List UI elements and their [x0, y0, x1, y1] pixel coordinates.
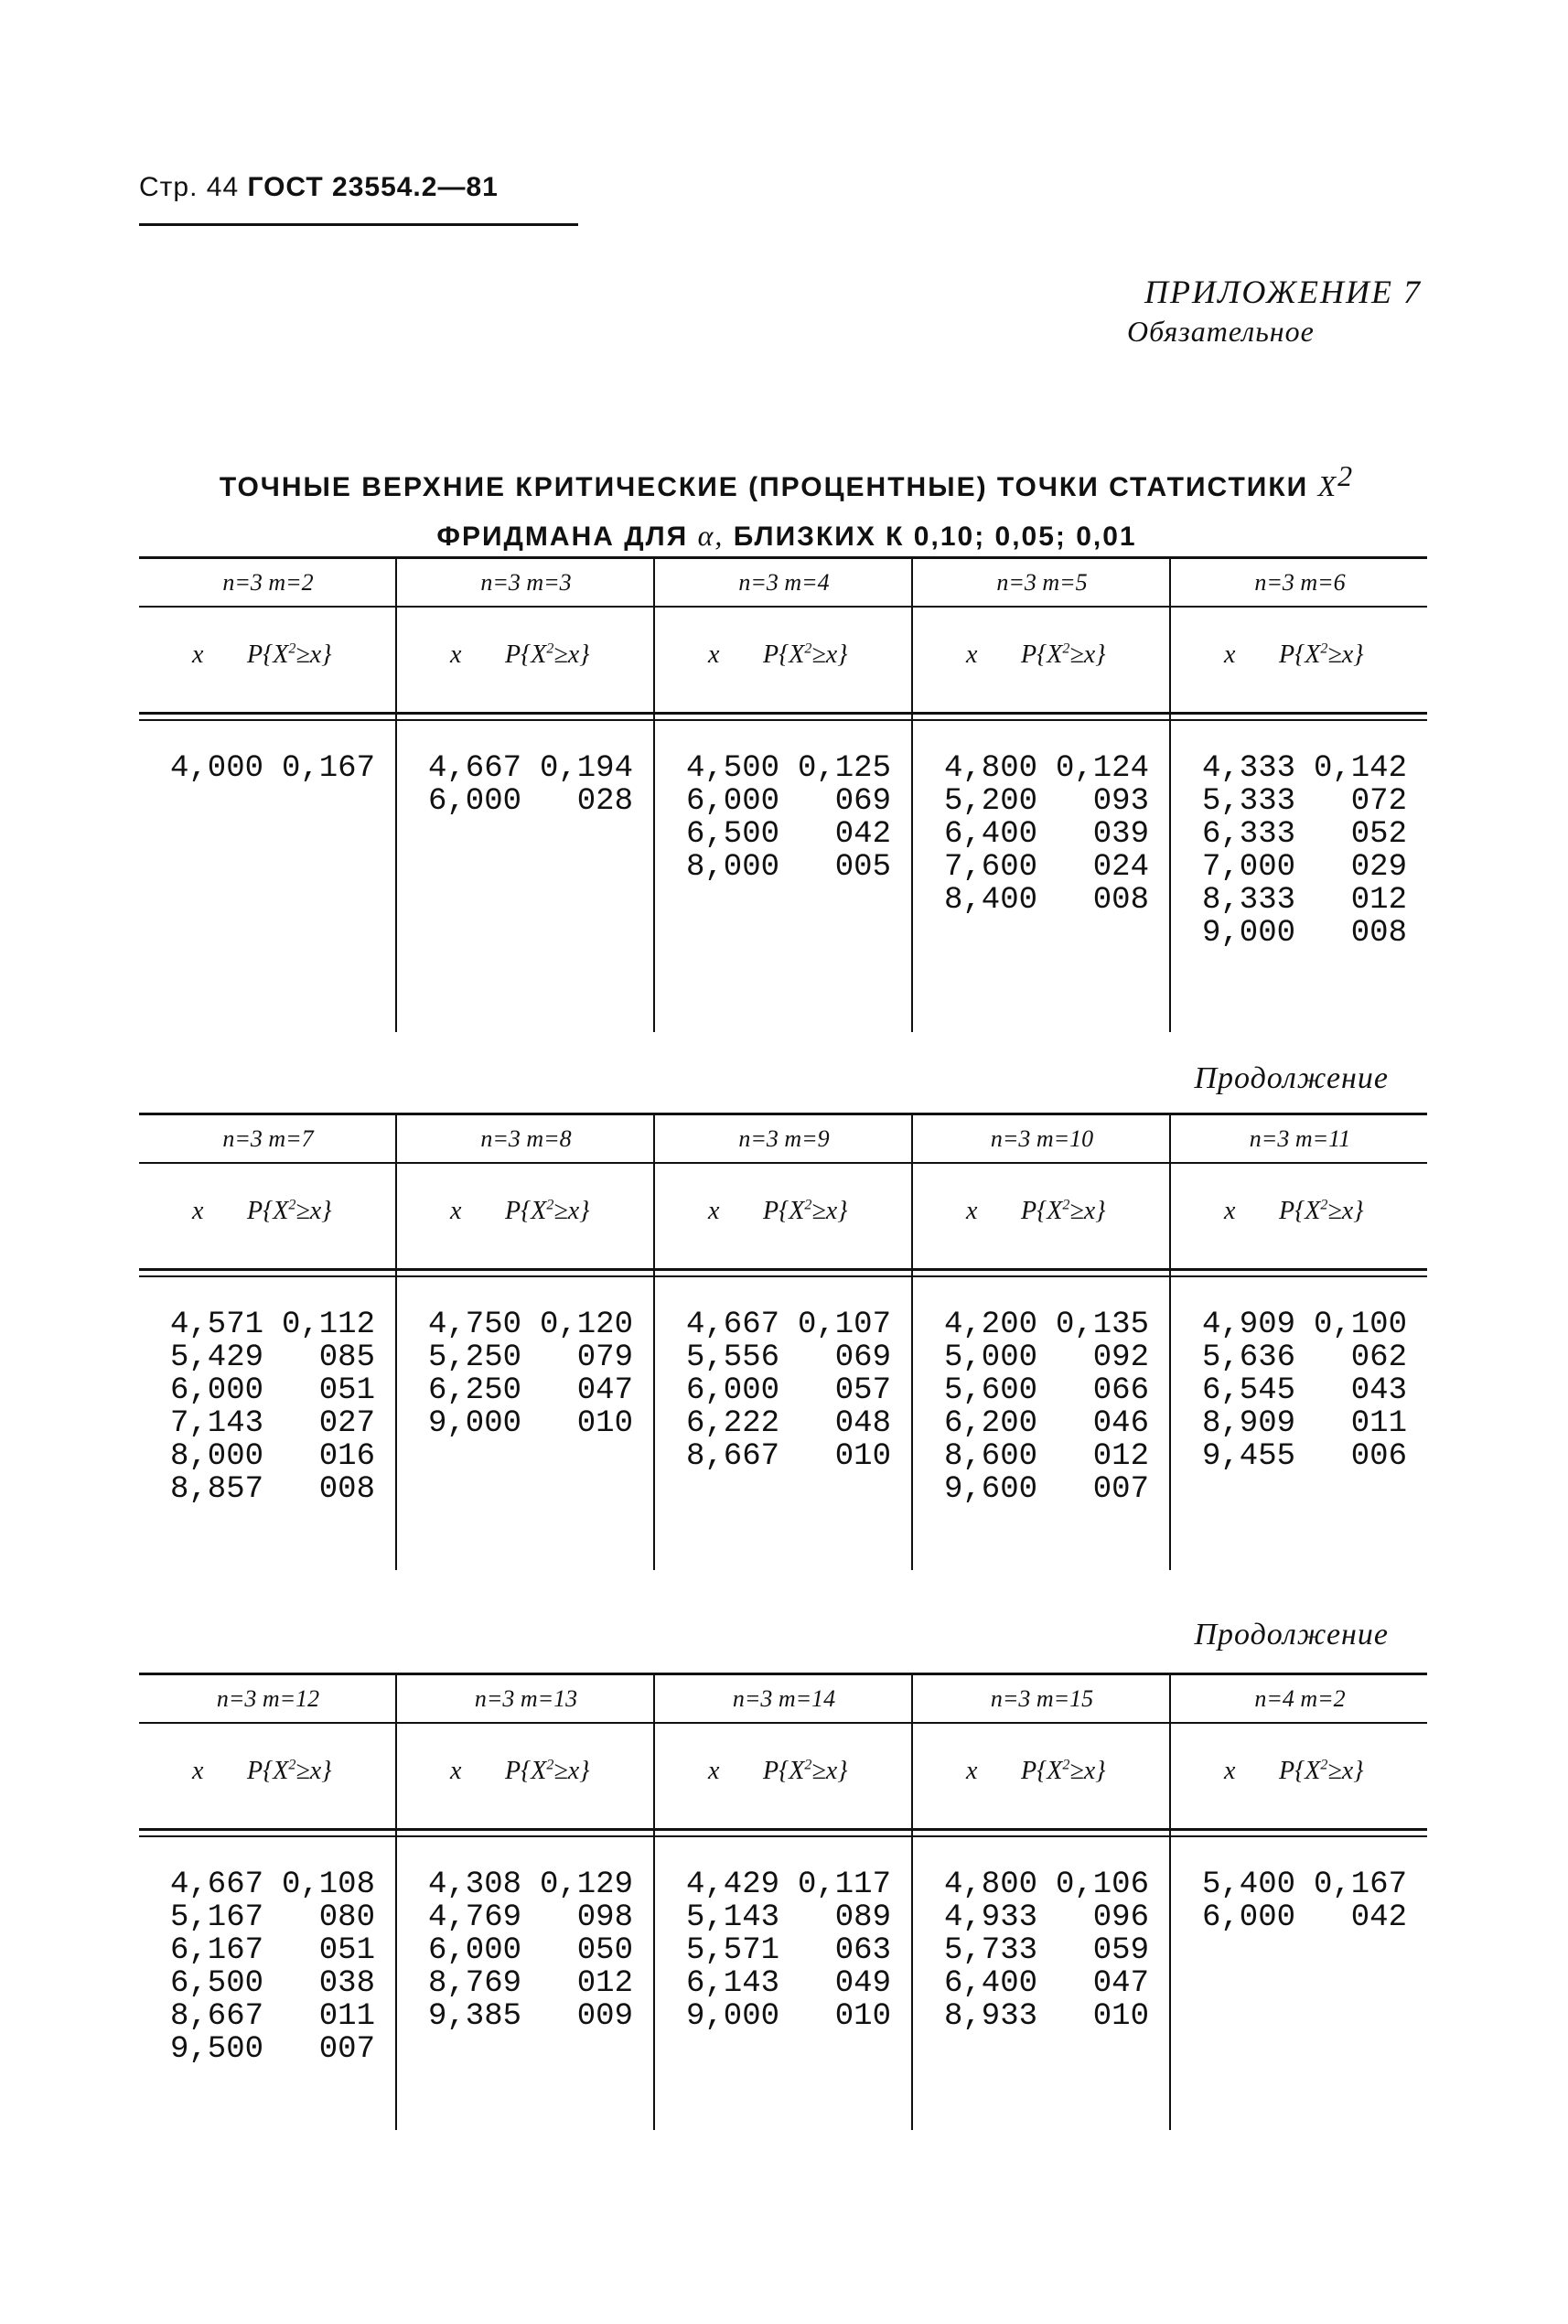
probability-value: 042 — [834, 817, 891, 852]
x-value: 4,909 — [1202, 1307, 1296, 1342]
probability-value: 005 — [834, 850, 891, 885]
table-row — [170, 1374, 375, 1407]
probability-value: 049 — [834, 1966, 891, 2001]
gost-number: ГОСТ 23554.2—81 — [247, 172, 499, 202]
probability-value: 0,194 — [539, 751, 633, 786]
x-header: x — [192, 640, 204, 669]
x-value: 6,000 — [428, 784, 522, 819]
x-value: 6,167 — [170, 1933, 264, 1968]
probability-value: 046 — [1092, 1406, 1149, 1441]
probability-header: $P\{X^2\ge x\}$ — [763, 1197, 848, 1225]
x-value: 4,571 — [170, 1307, 264, 1342]
probability-value: 006 — [1350, 1439, 1407, 1474]
x-value: 8,667 — [686, 1439, 780, 1474]
probability-value: 0,167 — [281, 751, 375, 786]
x-value: 5,636 — [1202, 1340, 1296, 1375]
x-header: x — [450, 1197, 462, 1225]
probability-value: 0,100 — [1313, 1307, 1407, 1342]
probability-header: $P\{X^2\ge x\}$ — [1021, 1757, 1106, 1785]
x-value: 8,933 — [944, 1999, 1038, 2034]
column-params-header: n=3 m=3 — [480, 569, 572, 596]
probability-value: 007 — [318, 2032, 375, 2067]
column-params-header: n=3 m=6 — [1254, 569, 1346, 596]
probability-value: 007 — [1092, 1472, 1149, 1507]
table-row — [1202, 785, 1407, 818]
probability-value: 093 — [1092, 784, 1149, 819]
x-value: 9,600 — [944, 1472, 1038, 1507]
x-value: 6,500 — [686, 817, 780, 852]
title-line-2: ФРИДМАНА ДЛЯ α, БЛИЗКИХ К 0,10; 0,05; 0,01 — [436, 519, 1137, 552]
column-values — [944, 752, 1149, 917]
appendix-subtitle: Обязательное — [1127, 315, 1315, 348]
table-column — [655, 556, 913, 1032]
page-header — [139, 172, 499, 203]
x-value: 6,500 — [170, 1966, 264, 2001]
x-value: 4,800 — [944, 1867, 1038, 1902]
table-column — [1171, 1113, 1429, 1570]
x-value: 4,308 — [428, 1867, 522, 1902]
table-row — [428, 1341, 633, 1374]
x-value: 7,600 — [944, 850, 1038, 885]
probability-value: 0,117 — [797, 1867, 891, 1902]
x-value: 8,857 — [170, 1472, 264, 1507]
table-row — [170, 1407, 375, 1440]
probability-value: 051 — [318, 1933, 375, 1968]
x-value: 4,750 — [428, 1307, 522, 1342]
probability-header: $P\{X^2\ge x\}$ — [247, 640, 332, 669]
probability-value: 042 — [1350, 1900, 1407, 1935]
probability-header: $P\{X^2\ge x\}$ — [1279, 1757, 1364, 1785]
probability-value: 072 — [1350, 784, 1407, 819]
table-row — [944, 851, 1149, 884]
column-values — [944, 1308, 1149, 1506]
table-row — [1202, 1407, 1407, 1440]
probability-value: 0,167 — [1313, 1867, 1407, 1902]
column-values — [686, 1308, 891, 1473]
probability-value: 012 — [1350, 883, 1407, 918]
table-row — [428, 1407, 633, 1440]
probability-value: 039 — [1092, 817, 1149, 852]
table-row — [1202, 884, 1407, 917]
table-row — [944, 752, 1149, 785]
table-row — [170, 1934, 375, 1967]
x-header: x — [450, 640, 462, 669]
x-value: 9,000 — [686, 1999, 780, 2034]
table-row — [170, 2000, 375, 2033]
table-row — [1202, 752, 1407, 785]
table-row — [944, 818, 1149, 851]
column-values — [170, 1308, 375, 1506]
table-row — [686, 1440, 891, 1473]
x-value: 8,769 — [428, 1966, 522, 2001]
x-header: x — [450, 1757, 462, 1785]
table-column — [139, 1673, 397, 2130]
table-row — [428, 1967, 633, 2000]
probability-value: 0,124 — [1055, 751, 1149, 786]
probability-value: 029 — [1350, 850, 1407, 885]
x-value: 6,250 — [428, 1373, 522, 1408]
probability-value: 062 — [1350, 1340, 1407, 1375]
probability-header: $P\{X^2\ge x\}$ — [763, 1757, 848, 1785]
table-row — [428, 1868, 633, 1901]
critical-points-table — [139, 556, 1427, 1032]
x-value: 8,600 — [944, 1439, 1038, 1474]
x-value: 6,000 — [1202, 1900, 1296, 1935]
column-values — [428, 752, 633, 818]
x-value: 8,909 — [1202, 1406, 1296, 1441]
continuation-label: Продолжение — [1194, 1618, 1389, 1652]
table-row — [944, 1440, 1149, 1473]
probability-value: 010 — [834, 1439, 891, 1474]
table-row — [1202, 1341, 1407, 1374]
column-values — [1202, 1868, 1407, 1934]
x-value: 6,000 — [170, 1373, 264, 1408]
x-value: 4,000 — [170, 751, 264, 786]
x-value: 4,500 — [686, 751, 780, 786]
table-row — [428, 785, 633, 818]
probability-header: $P\{X^2\ge x\}$ — [1279, 1197, 1364, 1225]
x-value: 8,667 — [170, 1999, 264, 2034]
table-row — [170, 1308, 375, 1341]
table-column — [1171, 556, 1429, 1032]
table-row — [428, 752, 633, 785]
x-value: 4,800 — [944, 751, 1038, 786]
table-row — [944, 1934, 1149, 1967]
table-row — [1202, 1440, 1407, 1473]
table-row — [944, 1901, 1149, 1934]
x-header: x — [966, 1197, 978, 1225]
probability-value: 092 — [1092, 1340, 1149, 1375]
x-value: 5,571 — [686, 1933, 780, 1968]
table-row — [686, 1374, 891, 1407]
column-params-header: n=3 m=7 — [222, 1125, 314, 1152]
probability-value: 0,106 — [1055, 1867, 1149, 1902]
table-row — [1202, 851, 1407, 884]
table-row — [944, 1308, 1149, 1341]
probability-value: 052 — [1350, 817, 1407, 852]
table-row — [686, 752, 891, 785]
probability-value: 010 — [576, 1406, 633, 1441]
x-value: 6,333 — [1202, 817, 1296, 852]
probability-value: 028 — [576, 784, 633, 819]
table-row — [170, 1901, 375, 1934]
table-row — [170, 1868, 375, 1901]
probability-value: 069 — [834, 784, 891, 819]
x-value: 6,222 — [686, 1406, 780, 1441]
table-column — [397, 556, 655, 1032]
probability-header: $P\{X^2\ge x\}$ — [1021, 640, 1106, 669]
probability-header: $P\{X^2\ge x\}$ — [763, 640, 848, 669]
x-value: 6,000 — [686, 1373, 780, 1408]
probability-value: 027 — [318, 1406, 375, 1441]
continuation-label: Продолжение — [1194, 1061, 1389, 1095]
x-value: 5,556 — [686, 1340, 780, 1375]
table-column — [139, 556, 397, 1032]
table-row — [428, 2000, 633, 2033]
x-header: x — [708, 1197, 720, 1225]
column-values — [428, 1868, 633, 2033]
x-value: 6,000 — [686, 784, 780, 819]
x-value: 5,733 — [944, 1933, 1038, 1968]
probability-value: 010 — [1092, 1999, 1149, 2034]
column-params-header: n=3 m=15 — [990, 1685, 1094, 1712]
x-header: x — [1224, 1197, 1236, 1225]
table-row — [428, 1934, 633, 1967]
x-value: 5,200 — [944, 784, 1038, 819]
x-value: 9,455 — [1202, 1439, 1296, 1474]
column-values — [686, 1868, 891, 2033]
x-value: 9,000 — [1202, 916, 1296, 951]
x-header: x — [192, 1197, 204, 1225]
table-row — [686, 818, 891, 851]
column-params-header: n=3 m=9 — [738, 1125, 830, 1152]
table-row — [944, 1967, 1149, 2000]
probability-value: 048 — [834, 1406, 891, 1441]
probability-header: $P\{X^2\ge x\}$ — [1279, 640, 1364, 669]
probability-value: 050 — [576, 1933, 633, 1968]
probability-header: $P\{X^2\ge x\}$ — [247, 1757, 332, 1785]
probability-value: 047 — [1092, 1966, 1149, 2001]
table-row — [944, 1868, 1149, 1901]
probability-value: 0,135 — [1055, 1307, 1149, 1342]
probability-value: 069 — [834, 1340, 891, 1375]
probability-value: 085 — [318, 1340, 375, 1375]
x-value: 5,429 — [170, 1340, 264, 1375]
x-value: 5,333 — [1202, 784, 1296, 819]
probability-value: 043 — [1350, 1373, 1407, 1408]
table-row — [170, 1473, 375, 1506]
x-value: 8,000 — [686, 850, 780, 885]
x-value: 4,429 — [686, 1867, 780, 1902]
x-value: 5,400 — [1202, 1867, 1296, 1902]
probability-value: 0,107 — [797, 1307, 891, 1342]
probability-value: 066 — [1092, 1373, 1149, 1408]
critical-points-table — [139, 1673, 1427, 2130]
x-value: 7,143 — [170, 1406, 264, 1441]
table-row — [944, 1407, 1149, 1440]
probability-header: $P\{X^2\ge x\}$ — [247, 1197, 332, 1225]
probability-value: 024 — [1092, 850, 1149, 885]
table-row — [944, 785, 1149, 818]
table-row — [686, 2000, 891, 2033]
probability-header: $P\{X^2\ge x\}$ — [505, 1757, 590, 1785]
x-value: 6,143 — [686, 1966, 780, 2001]
document-title — [137, 452, 1436, 561]
probability-value: 0,125 — [797, 751, 891, 786]
probability-value: 0,129 — [539, 1867, 633, 1902]
table-column — [655, 1673, 913, 2130]
header-rule — [139, 223, 578, 226]
table-row — [686, 1901, 891, 1934]
x-value: 6,400 — [944, 1966, 1038, 2001]
x-header: x — [1224, 640, 1236, 669]
x-header: x — [192, 1757, 204, 1785]
probability-value: 0,108 — [281, 1867, 375, 1902]
table-row — [428, 1901, 633, 1934]
column-values — [428, 1308, 633, 1440]
probability-header: $P\{X^2\ge x\}$ — [1021, 1197, 1106, 1225]
critical-points-table — [139, 1113, 1427, 1570]
column-params-header: n=3 m=2 — [222, 569, 314, 596]
title-line-1: ТОЧНЫЕ ВЕРХНИЕ КРИТИЧЕСКИЕ (ПРОЦЕНТНЫЕ) ТОЧКИ СТАТИСТИКИ $X^2$ — [219, 459, 1355, 502]
probability-value: 008 — [318, 1472, 375, 1507]
table-row — [1202, 1374, 1407, 1407]
probability-value: 011 — [318, 1999, 375, 2034]
probability-header: $P\{X^2\ge x\}$ — [505, 640, 590, 669]
x-value: 5,250 — [428, 1340, 522, 1375]
table-row — [1202, 1901, 1407, 1934]
probability-value: 008 — [1350, 916, 1407, 951]
column-params-header: n=3 m=12 — [216, 1685, 320, 1712]
column-values — [1202, 752, 1407, 950]
table-row — [170, 1440, 375, 1473]
probability-value: 098 — [576, 1900, 633, 1935]
table-row — [170, 1967, 375, 2000]
table-column — [397, 1673, 655, 2130]
x-value: 4,769 — [428, 1900, 522, 1935]
probability-value: 0,142 — [1313, 751, 1407, 786]
table-row — [686, 1308, 891, 1341]
page-number: Стр. 44 — [139, 172, 240, 202]
x-value: 8,400 — [944, 883, 1038, 918]
column-values — [1202, 1308, 1407, 1473]
table-row — [686, 851, 891, 884]
probability-header: $P\{X^2\ge x\}$ — [505, 1197, 590, 1225]
table-row — [428, 1308, 633, 1341]
x-value: 4,667 — [428, 751, 522, 786]
appendix-title: ПРИЛОЖЕНИЕ 7 — [1144, 274, 1422, 310]
column-values — [170, 1868, 375, 2066]
column-params-header: n=3 m=10 — [990, 1125, 1094, 1152]
x-value: 6,200 — [944, 1406, 1038, 1441]
x-value: 6,400 — [944, 817, 1038, 852]
table-column — [913, 1113, 1171, 1570]
column-params-header: n=3 m=11 — [1249, 1125, 1351, 1152]
x-value: 5,167 — [170, 1900, 264, 1935]
table-column — [397, 1113, 655, 1570]
probability-value: 011 — [1350, 1406, 1407, 1441]
x-value: 5,600 — [944, 1373, 1038, 1408]
probability-value: 080 — [318, 1900, 375, 1935]
table-row — [170, 1341, 375, 1374]
probability-value: 079 — [576, 1340, 633, 1375]
probability-value: 038 — [318, 1966, 375, 2001]
column-params-header: n=3 m=13 — [474, 1685, 578, 1712]
column-params-header: n=3 m=8 — [480, 1125, 572, 1152]
table-row — [686, 1341, 891, 1374]
x-header: x — [708, 640, 720, 669]
x-value: 5,143 — [686, 1900, 780, 1935]
x-value: 9,000 — [428, 1406, 522, 1441]
x-value: 4,667 — [686, 1307, 780, 1342]
probability-value: 012 — [1092, 1439, 1149, 1474]
x-value: 7,000 — [1202, 850, 1296, 885]
x-header: x — [966, 1757, 978, 1785]
x-header: x — [708, 1757, 720, 1785]
x-value: 5,000 — [944, 1340, 1038, 1375]
probability-value: 016 — [318, 1439, 375, 1474]
table-row — [1202, 1868, 1407, 1901]
x-value: 9,500 — [170, 2032, 264, 2067]
probability-value: 059 — [1092, 1933, 1149, 1968]
table-row — [944, 1473, 1149, 1506]
x-header: x — [1224, 1757, 1236, 1785]
probability-value: 047 — [576, 1373, 633, 1408]
table-row — [944, 1374, 1149, 1407]
table-row — [170, 752, 375, 785]
x-value: 4,667 — [170, 1867, 264, 1902]
table-row — [1202, 818, 1407, 851]
column-params-header: n=3 m=5 — [996, 569, 1088, 596]
probability-value: 051 — [318, 1373, 375, 1408]
table-row — [686, 1934, 891, 1967]
table-row — [170, 2033, 375, 2066]
probability-value: 0,120 — [539, 1307, 633, 1342]
x-value: 4,333 — [1202, 751, 1296, 786]
probability-value: 008 — [1092, 883, 1149, 918]
probability-value: 012 — [576, 1966, 633, 2001]
x-value: 8,333 — [1202, 883, 1296, 918]
column-params-header: n=3 m=14 — [732, 1685, 836, 1712]
x-value: 8,000 — [170, 1439, 264, 1474]
table-row — [944, 1341, 1149, 1374]
table-row — [686, 785, 891, 818]
table-row — [944, 884, 1149, 917]
column-values — [686, 752, 891, 884]
table-row — [944, 2000, 1149, 2033]
x-value: 4,200 — [944, 1307, 1038, 1342]
table-column — [913, 1673, 1171, 2130]
table-row — [686, 1967, 891, 2000]
column-values — [170, 752, 375, 785]
column-values — [944, 1868, 1149, 2033]
table-row — [686, 1407, 891, 1440]
x-value: 9,385 — [428, 1999, 522, 2034]
table-row — [1202, 1308, 1407, 1341]
table-column — [913, 556, 1171, 1032]
x-value: 6,545 — [1202, 1373, 1296, 1408]
column-params-header: n=3 m=4 — [738, 569, 830, 596]
x-value: 4,933 — [944, 1900, 1038, 1935]
probability-value: 057 — [834, 1373, 891, 1408]
column-params-header: n=4 m=2 — [1254, 1685, 1346, 1712]
x-value: 6,000 — [428, 1933, 522, 1968]
table-row — [1202, 917, 1407, 950]
probability-value: 010 — [834, 1999, 891, 2034]
probability-value: 063 — [834, 1933, 891, 1968]
probability-value: 096 — [1092, 1900, 1149, 1935]
table-column — [655, 1113, 913, 1570]
table-column — [139, 1113, 397, 1570]
probability-value: 009 — [576, 1999, 633, 2034]
table-row — [686, 1868, 891, 1901]
x-header: x — [966, 640, 978, 669]
probability-value: 0,112 — [281, 1307, 375, 1342]
table-row — [428, 1374, 633, 1407]
probability-value: 089 — [834, 1900, 891, 1935]
table-column — [1171, 1673, 1429, 2130]
